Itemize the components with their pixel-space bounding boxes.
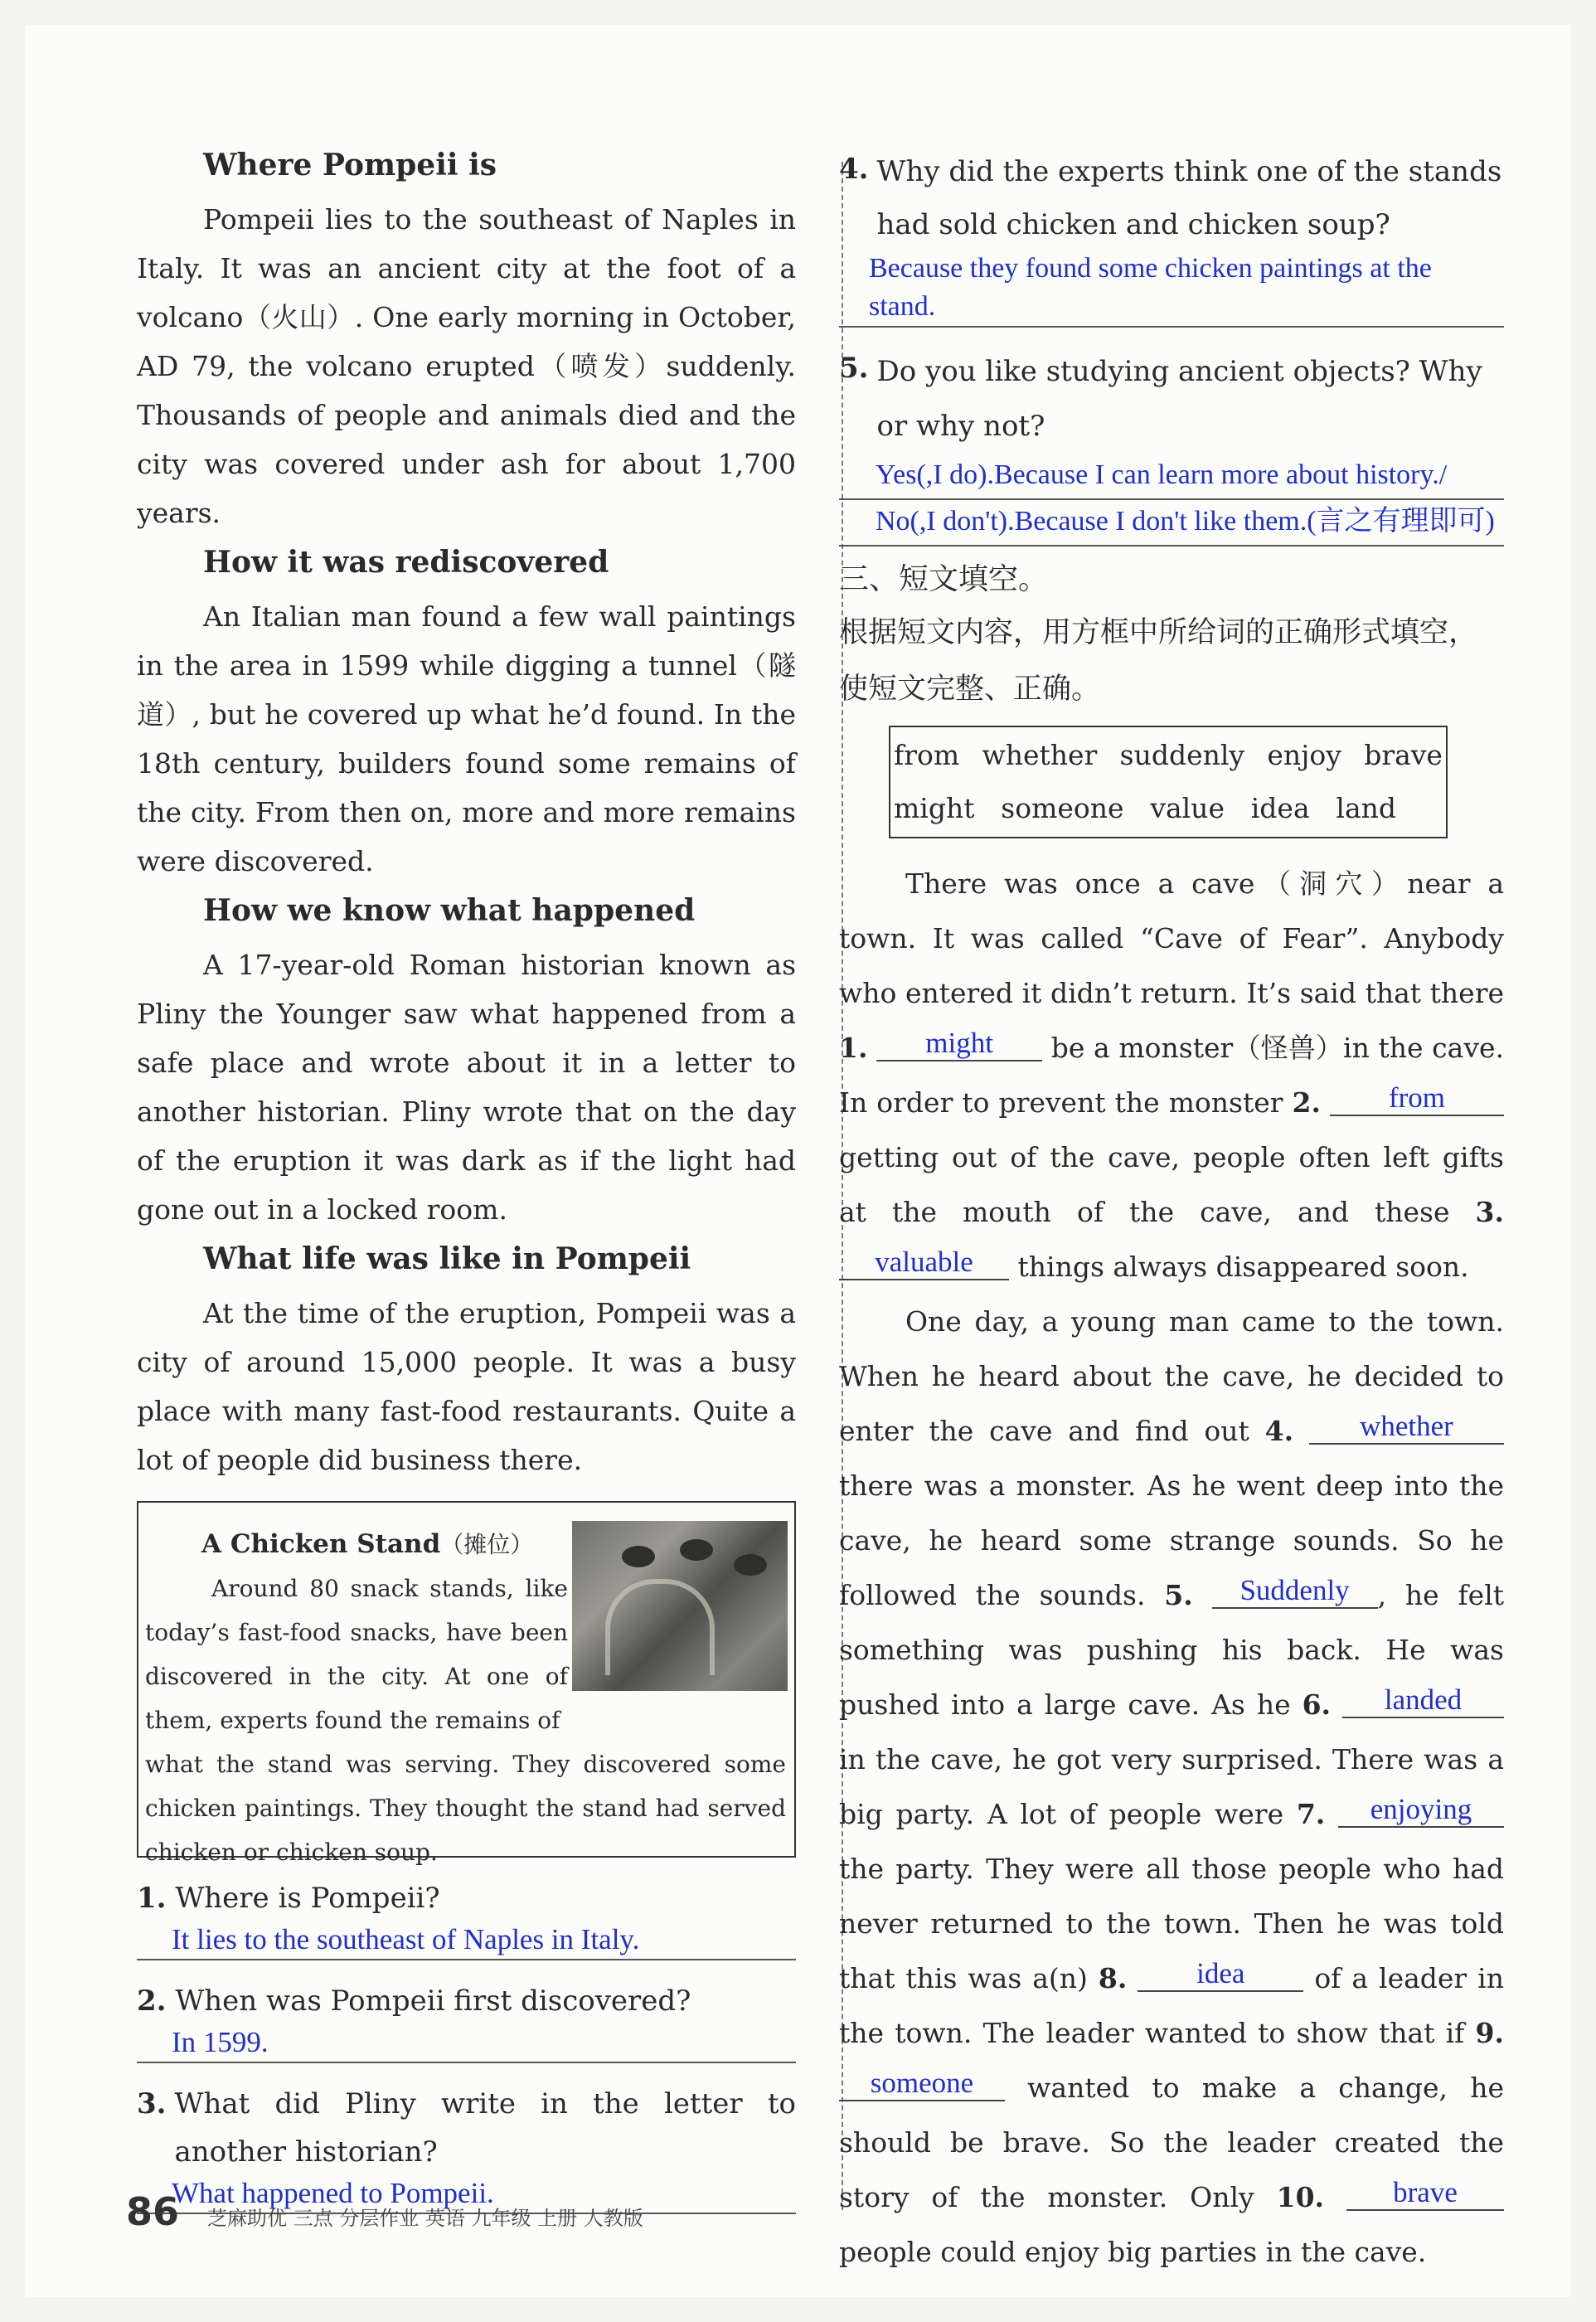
passage-text: One day, a young man came to the town. When he heard about the cave, he decided to enter the cave and find out [839, 1305, 1504, 1447]
book-title: 芝麻助优 三点 分层作业 英语 九年级 上册 人教版 [207, 2207, 643, 2230]
blank-5[interactable]: Suddenly [1212, 1574, 1378, 1609]
box-title-cn: （摊位） [440, 1531, 534, 1558]
blank-2[interactable]: from [1330, 1081, 1504, 1116]
section-title: How it was rediscovered [203, 545, 609, 580]
word-item: land [1336, 792, 1396, 824]
question-text: Why did the experts think one of the stands had sold chicken and chicken soup? [876, 155, 1502, 241]
section-title: Where Pompeii is [203, 148, 497, 182]
blank-10[interactable]: brave [1346, 2176, 1504, 2211]
blank-6[interactable]: landed [1342, 1683, 1504, 1718]
section-text: A 17-year-old Roman historian known as Pliny the Younger saw what happened from a safe place and wrote about it in a letter to another historian. Pliny wrote that on the day of the eruption it was dark as if the light had gone out in a locked room. [137, 949, 796, 1226]
left-column [137, 145, 796, 2214]
word-item: someone [1001, 792, 1124, 824]
blank-number: 6. [1302, 1688, 1332, 1721]
blank-number: 8. [1098, 1962, 1128, 1994]
blank-9[interactable]: someone [839, 2067, 1005, 2101]
passage-paragraph-2 [839, 1295, 1504, 2280]
answer-line-2[interactable]: No(,I don't).Because I don't like them.(言之有理即可) [839, 498, 1504, 546]
word-row-1 [890, 729, 1446, 782]
section-text: Pompeii lies to the southeast of Naples in Italy. It was an ancient city at the foot of a volcano（火山）. One early morning in October, AD 79, the volcano erupted（喷发）suddenly. Thousands of people and animals died and the city was covered under ash for about 1,700 years. [137, 203, 796, 529]
blank-number: 10. [1276, 2181, 1325, 2213]
section-what-happened [137, 891, 796, 1234]
passage-text: in the cave, he got very surprised. There was a big party. A lot of people were [839, 1743, 1504, 1830]
page-footer [126, 2189, 643, 2234]
blank-number: 3. [1475, 1196, 1504, 1228]
passage-text: there was a monster. As he went deep into the cave, he heard some strange sounds. So he followed the sounds. [839, 1469, 1504, 1611]
answer-line[interactable]: What happened to Pompeii. [137, 2174, 796, 2214]
blank-number: 7. [1296, 1798, 1326, 1830]
answer-line[interactable]: Because they found some chicken paintings at the stand. [839, 250, 1504, 328]
answer-line-1[interactable]: Yes(,I do).Because I can learn more about history./ [839, 452, 1504, 500]
question-text: Do you like studying ancient objects? Why or why not? [876, 355, 1482, 443]
box-title-en: A Chicken Stand [201, 1529, 441, 1559]
question-text: What did Pliny write in the letter to another historian? [174, 2087, 796, 2169]
question-number: 3. [137, 2087, 167, 2120]
question-1 [137, 1874, 796, 1960]
question-2 [137, 1977, 796, 2063]
word-item: brave [1364, 739, 1443, 771]
word-row-2 [890, 782, 1446, 835]
question-4 [839, 145, 1504, 328]
blank-4[interactable]: whether [1309, 1410, 1504, 1445]
cloze-passage [839, 857, 1504, 2280]
section-rediscovered [137, 542, 796, 886]
passage-text: , he felt something was pushing his back. He was pushed into a large cave. As he [839, 1579, 1505, 1721]
question-number: 2. [137, 1984, 167, 2018]
blank-number: 5. [1164, 1579, 1193, 1611]
passage-paragraph-1 [839, 857, 1504, 1295]
passage-text: wanted to make a change, he should be brave. So the leader created the story of the monster. Only [839, 2072, 1504, 2213]
question-5 [839, 344, 1504, 546]
section3-instruction: 根据短文内容，用方框中所给词的正确形式填空，使短文完整、正确。 [839, 616, 1478, 706]
stand-photo [572, 1521, 788, 1691]
word-item: whether [982, 739, 1098, 771]
section-where [137, 145, 796, 537]
section-text: At the time of the eruption, Pompeii was a city of around 15,000 people. It was a busy place with many fast-food restaurants. Quite a lot of people did business there. [137, 1297, 796, 1476]
chicken-stand-box [137, 1501, 796, 1866]
answer-line[interactable]: It lies to the southeast of Naples in Italy. [137, 1921, 796, 1960]
word-box [889, 726, 1448, 838]
question-number: 4. [839, 153, 869, 186]
right-column [839, 145, 1504, 2280]
word-item: idea [1250, 792, 1310, 824]
blank-number: 9. [1475, 2017, 1504, 2049]
section-life [137, 1239, 796, 1484]
passage-text: of a leader in the town. The leader wanted to show that if [839, 1962, 1504, 2049]
blank-8[interactable]: idea [1138, 1957, 1303, 1992]
section3-title: 三、短文填空。 [839, 562, 1049, 596]
box-text-narrow: Around 80 snack stands, like today’s fast-food snacks, have been discovered in the city. At one of them, experts found the remains of [145, 1575, 568, 1734]
section-text: An Italian man found a few wall paintings in the area in 1599 while digging a tunnel（隧道）, but he covered up what he’d found. In the 18th century, builders found some remains of the city. From then on, more and more remains were discovered. [137, 600, 796, 877]
passage-text: There was once a cave（洞穴）near a town. It was called “Cave of Fear”. Anybody who entered it didn’t return. It’s said that there [839, 867, 1504, 1009]
answer-line[interactable]: In 1599. [137, 2023, 796, 2063]
blank-number: 4. [1264, 1415, 1294, 1447]
passage-text: be a monster（怪兽）in the cave. In order to prevent the monster [839, 1032, 1505, 1119]
blank-number: 1. [839, 1032, 868, 1064]
blank-3[interactable]: valuable [839, 1246, 1009, 1280]
word-item: enjoy [1267, 739, 1341, 771]
question-text: Where is Pompeii? [175, 1882, 440, 1915]
question-text: When was Pompeii first discovered? [175, 1984, 691, 2018]
question-number: 1. [137, 1882, 167, 1915]
passage-text: the party. They were all those people who had never returned to the town. Then he was told that this was a(n) [839, 1853, 1504, 1994]
box-text-wide: what the stand was serving. They discovered some chicken paintings. They thought the stand had served chicken or chicken soup. [145, 1751, 786, 1866]
question-number: 5. [839, 352, 869, 385]
passage-text: things always disappeared soon. [1017, 1251, 1469, 1283]
passage-text: getting out of the cave, people often left gifts at the mouth of the cave, and these [839, 1141, 1504, 1228]
section-title: How we know what happened [203, 893, 696, 928]
word-item: suddenly [1119, 739, 1245, 771]
section-title: What life was like in Pompeii [203, 1241, 691, 1276]
word-item: value [1150, 792, 1225, 824]
blank-number: 2. [1292, 1086, 1321, 1119]
blank-1[interactable]: might [876, 1027, 1042, 1061]
passage-text: people could enjoy big parties in the cave. [839, 2236, 1427, 2268]
word-item: might [894, 792, 975, 824]
word-item: from [894, 739, 960, 771]
page-number: 86 [126, 2189, 180, 2234]
blank-7[interactable]: enjoying [1338, 1793, 1504, 1828]
